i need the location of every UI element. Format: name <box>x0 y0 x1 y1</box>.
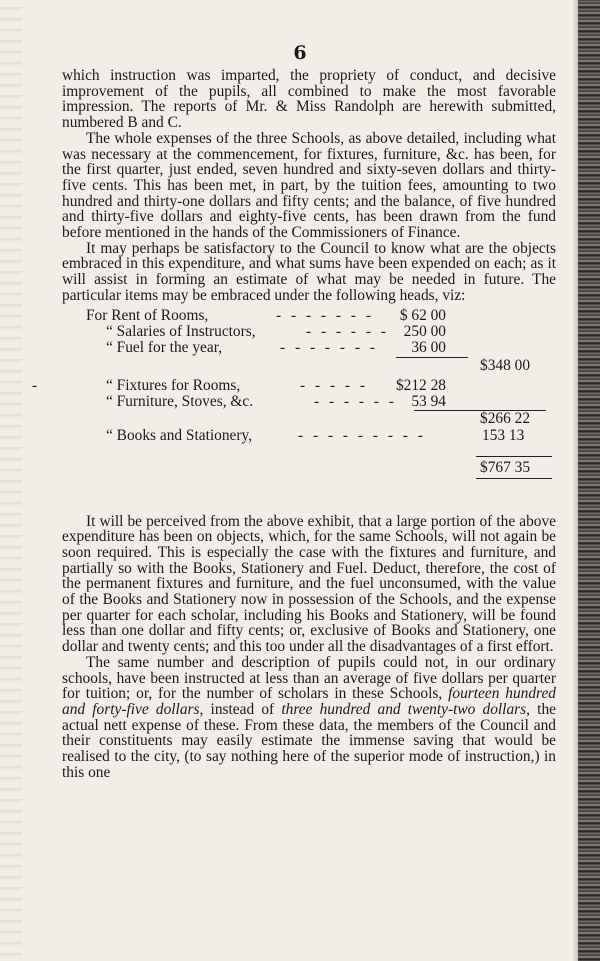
p5-text-c: , the actual nett expense of these. From these data, the members of the Council and their constituents may easily estimate the immense saving that would be realised to the city, (to say nothing here of the superior mode of instruction,) in this one <box>62 700 556 781</box>
expense-row-fuel <box>62 340 556 356</box>
expense-amount: 250 00 <box>403 322 446 340</box>
expense-label: “ Books and Stationery, <box>106 426 253 444</box>
expense-table <box>32 306 556 450</box>
paragraph-4: It will be perceived from the above exhibit, that a large portion of the above expenditure has been on objects, which, for the same Schools, will not again be soon required. This is especially the case with the fixtures and furniture, and partially so with the Books, Stationery and Fuel. Deduct, therefore, the cost of the permanent fixtures and furniture, and the fuel unconsumed, with the value of the Books and Stationery now in possession of the Schools, and the expense per quarter for each scholar, including his Books and Stationery, will be found less than one dollar and fifty cents; or, exclusive of Books and Stationery, one dollar and twenty cents; and this too under all the disadvantages of a first effort. <box>62 512 556 656</box>
expense-row-rent <box>62 308 556 324</box>
books-amount: 153 13 <box>482 426 525 444</box>
leader-dots: - - - - - - <box>306 322 389 340</box>
paragraph-1: which instruction was imparted, the propriety of conduct, and decisive improvement of the pupils, all combined to make the most favorable impression. The reports of Mr. & Miss Randolph are herewith submitted, numbered B and C. <box>62 67 556 132</box>
expense-row-fixtures <box>32 376 556 394</box>
leader-dots: - - - - - - <box>314 392 397 410</box>
expense-amount: 53 94 <box>411 392 446 410</box>
expense-row-salaries <box>62 324 556 340</box>
expense-amount: 36 00 <box>411 338 446 356</box>
leader-dots: - - - - - - - <box>276 306 374 324</box>
paragraph-2: The whole expenses of the three Schools, as above detailed, including what was necessary at the commencement, for fixtures, furniture, &c. has been, for the first quarter, just ended, seven hundred and sixty-seven dollars and thirty-five cents. This has been met, in part, by the tuition fees, amounting to two hundred and thirty-one dollars and fifty cents; and the balance, of five hundred and thirty-five dollars and eighty-five cents, has been drawn from the fund before mentioned in the hands of the Commissioners of Finance. <box>62 129 556 242</box>
leader-dots: - - - - - - - - - <box>298 426 426 444</box>
expense-label: “ Furniture, Stoves, &c. <box>106 392 254 410</box>
leader-dots: - - - - - - - <box>280 338 378 356</box>
expense-row-books <box>62 428 556 444</box>
left-gutter <box>0 0 22 961</box>
p5-italic-sum-2: three hundred and twenty-two dollars <box>281 700 527 718</box>
expense-label: For Rent of Rooms, <box>86 306 209 324</box>
leader-dots: - - - - - <box>300 376 369 394</box>
p5-text-b: , instead of <box>199 700 282 718</box>
margin-mark: - <box>32 376 41 394</box>
body-text <box>32 67 556 781</box>
expense-amount: $212 28 <box>395 376 446 394</box>
subtotal-row-2 <box>62 411 556 427</box>
grand-total: $767 35 <box>480 458 531 476</box>
p5-text-a: The same number and description of pupils could not, in our ordinary schools, have been instructed at less than an average of five dollars per quarter for tuition; or, for the number of scholars in these Schools, <box>62 653 556 703</box>
total-rule-top <box>476 456 552 457</box>
expense-amount: $ 62 00 <box>399 306 446 324</box>
total-rule-bottom <box>476 478 552 479</box>
p5-italic-sum-1: fourteen hundred and forty-five dollars <box>62 685 556 718</box>
expense-row-furniture <box>62 394 556 410</box>
book-binding-edge <box>578 0 600 961</box>
grand-total-block <box>62 450 556 490</box>
page-number: 6 <box>293 42 307 64</box>
subtotal-amount: $266 22 <box>480 409 531 427</box>
expense-label: “ Fuel for the year, <box>106 338 223 356</box>
paragraph-5 <box>62 655 556 781</box>
subtotal-row-1 <box>62 358 556 374</box>
subtotal-amount: $348 00 <box>480 356 531 374</box>
paragraph-3: It may perhaps be satisfactory to the Council to know what are the objects embraced in this expenditure, and what sums have been expended on each; as it will assist in forming an estimate of what may be needed in future. The particular items may be embraced under the following heads, viz: <box>62 239 556 304</box>
expense-label: “ Fixtures for Rooms, <box>106 376 241 394</box>
expense-label: “ Salaries of Instructors, <box>106 322 256 340</box>
